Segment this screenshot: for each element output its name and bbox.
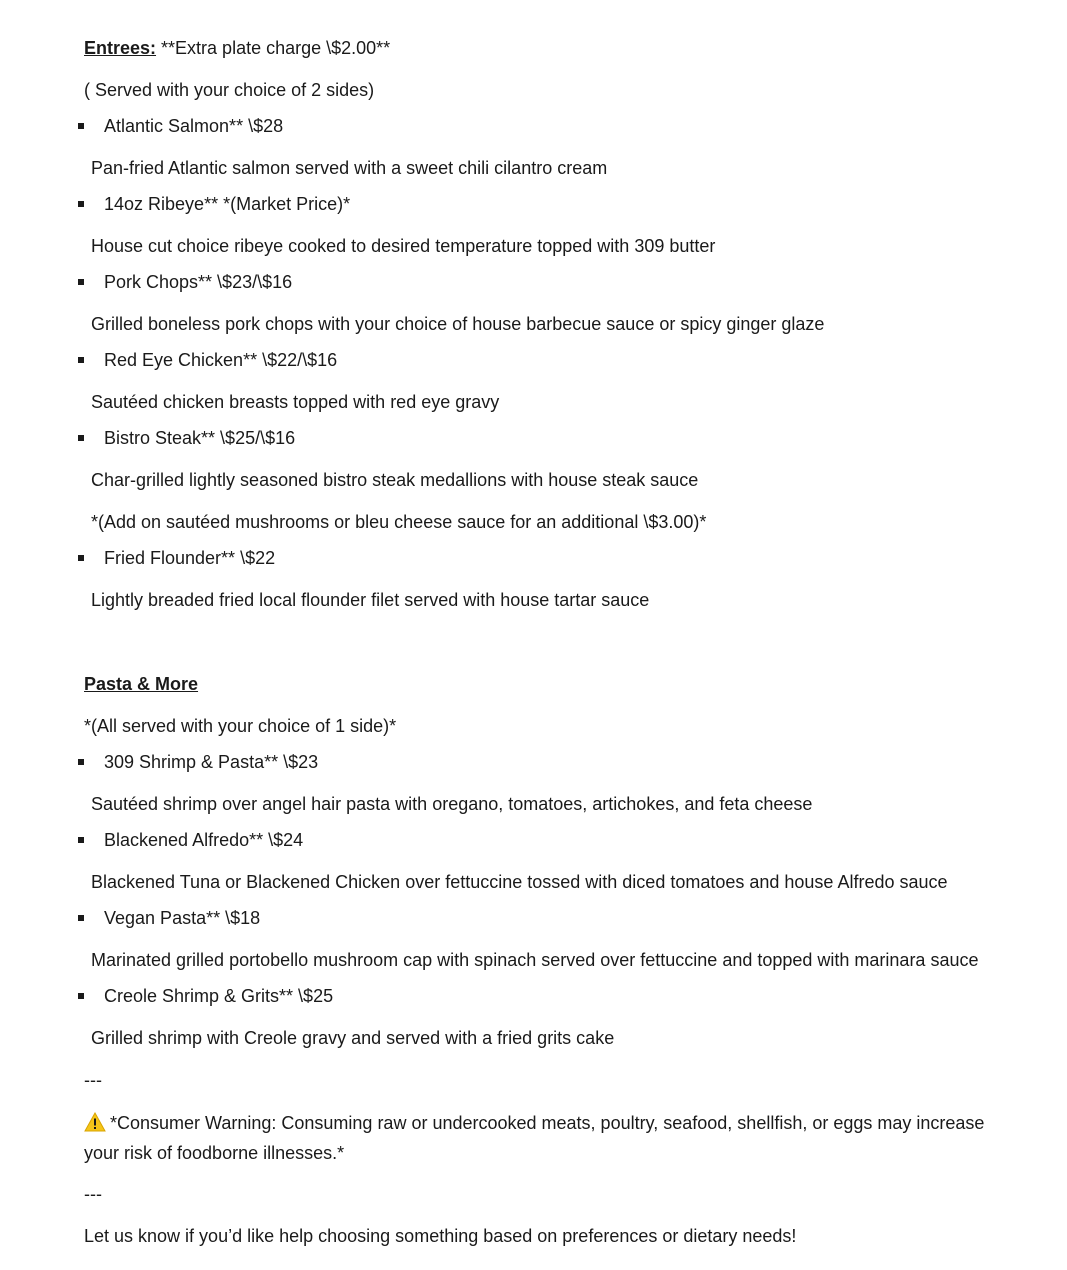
consumer-warning-text: *Consumer Warning: Consuming raw or undercooked meats, poultry, seafood, shellfish, or eggs may increase your risk of foodborne illnesses.* [84, 1113, 985, 1163]
menu-item-name: Atlantic Salmon** \$28 [104, 116, 284, 136]
menu-item-name: Blackened Alfredo** \$24 [104, 830, 304, 850]
bullet-marker [78, 993, 84, 999]
menu-item-name: Red Eye Chicken** \$22/\$16 [104, 350, 338, 370]
menu-item-name: 309 Shrimp & Pasta** \$23 [104, 752, 319, 772]
menu-item-name: Bistro Steak** \$25/\$16 [104, 428, 296, 448]
entrees-plate-charge-note: **Extra plate charge \$2.00** [156, 38, 391, 58]
menu-item-name: Fried Flounder** \$22 [104, 548, 276, 568]
bullet-marker [78, 357, 84, 363]
closing-message: Let us know if you’d like help choosing something based on preferences or dietary needs! [84, 1226, 797, 1246]
menu-item-name: 14oz Ribeye** *(Market Price)* [104, 194, 351, 214]
pasta-sides-note: *(All served with your choice of 1 side)* [84, 716, 397, 736]
bullet-marker [78, 435, 84, 441]
menu-item-name: Creole Shrimp & Grits** \$25 [104, 986, 334, 1006]
menu-item-description: Char-grilled lightly seasoned bistro steak medallions with house steak sauce [91, 470, 699, 490]
menu-item-name: Pork Chops** \$23/\$16 [104, 272, 293, 292]
menu-item-description: Pan-fried Atlantic salmon served with a sweet chili cilantro cream [91, 158, 608, 178]
menu-item-addon-note: *(Add on sautéed mushrooms or bleu cheese sauce for an additional \$3.00)* [91, 512, 707, 532]
menu-item-description: Lightly breaded fried local flounder filet served with house tartar sauce [91, 590, 650, 610]
bullet-marker [78, 759, 84, 765]
bullet-marker [78, 837, 84, 843]
entrees-header [84, 36, 390, 60]
menu-item-description: Sautéed shrimp over angel hair pasta with oregano, tomatoes, artichokes, and feta cheese [91, 794, 813, 814]
menu-item-description: Marinated grilled portobello mushroom cap with spinach served over fettuccine and topped with marinara sauce [91, 950, 979, 970]
menu-item-description: Sautéed chicken breasts topped with red eye gravy [91, 392, 500, 412]
entrees-sides-note: ( Served with your choice of 2 sides) [84, 80, 375, 100]
menu-item-description: Grilled boneless pork chops with your choice of house barbecue sauce or spicy ginger glaze [91, 314, 825, 334]
menu-item-name: Vegan Pasta** \$18 [104, 908, 261, 928]
bullet-marker [78, 123, 84, 129]
bullet-marker [78, 201, 84, 207]
consumer-warning [84, 1108, 1014, 1168]
divider: --- [84, 1070, 102, 1090]
menu-item-description: House cut choice ribeye cooked to desired temperature topped with 309 butter [91, 236, 716, 256]
warning-icon [84, 1111, 106, 1131]
bullet-marker [78, 555, 84, 561]
bullet-marker [78, 279, 84, 285]
bullet-marker [78, 915, 84, 921]
menu-item-description: Blackened Tuna or Blackened Chicken over fettuccine tossed with diced tomatoes and house Alfredo sauce [91, 872, 948, 892]
entrees-heading: Entrees: [84, 38, 157, 58]
divider: --- [84, 1184, 102, 1204]
menu-item-description: Grilled shrimp with Creole gravy and served with a fried grits cake [91, 1028, 615, 1048]
pasta-heading: Pasta & More [84, 674, 199, 694]
